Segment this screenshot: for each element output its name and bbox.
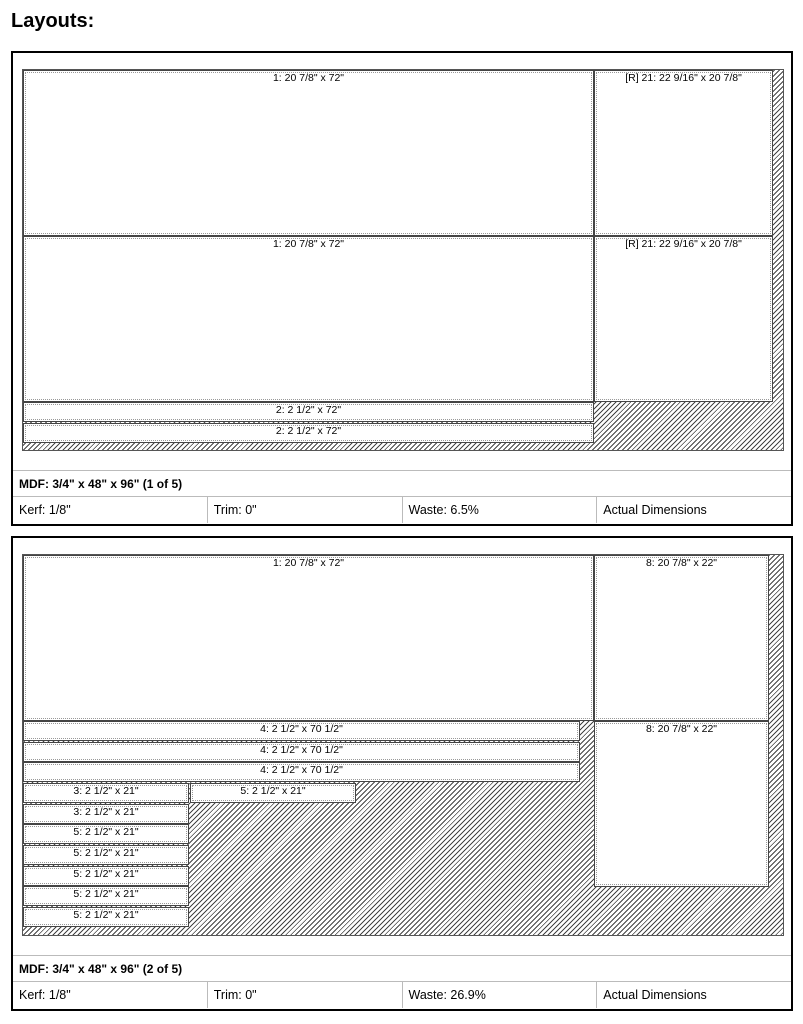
part-strip-5[interactable] <box>23 866 189 886</box>
part-label: 5: 2 1/2" x 21" <box>73 826 139 838</box>
part-label: 1: 20 7/8" x 72" <box>272 238 345 250</box>
part-label: [R] 21: 22 9/16" x 20 7/8" <box>625 72 742 84</box>
part-label: 4: 2 1/2" x 70 1/2" <box>260 764 343 776</box>
page-title: Layouts: <box>11 10 95 32</box>
part-label: 8: 20 7/8" x 22" <box>645 557 718 569</box>
part-panel-8[interactable] <box>594 721 769 887</box>
part-strip-5[interactable] <box>23 907 189 927</box>
part-strip-5[interactable] <box>190 783 356 803</box>
part-strip-4[interactable] <box>23 742 580 762</box>
part-label: 3: 2 1/2" x 21" <box>73 806 139 818</box>
part-panel-1[interactable] <box>23 236 594 402</box>
kerf-value: Kerf: 1/8" <box>13 982 208 1008</box>
part-label: [R] 21: 22 9/16" x 20 7/8" <box>625 238 742 250</box>
part-strip-5[interactable] <box>23 845 189 865</box>
part-panel-1[interactable] <box>23 555 594 721</box>
part-panel-21[interactable] <box>594 236 773 402</box>
part-label: 5: 2 1/2" x 21" <box>73 847 139 859</box>
cut-diagram-board <box>22 554 784 936</box>
part-label: 5: 2 1/2" x 21" <box>73 868 139 880</box>
waste-value: Waste: 6.5% <box>403 497 598 523</box>
part-label: 5: 2 1/2" x 21" <box>240 785 306 797</box>
part-strip-5[interactable] <box>23 886 189 906</box>
sheet-info-row <box>13 981 791 1008</box>
part-label: 4: 2 1/2" x 70 1/2" <box>260 723 343 735</box>
kerf-value: Kerf: 1/8" <box>13 497 208 523</box>
part-strip-3[interactable] <box>23 783 189 803</box>
trim-value: Trim: 0" <box>208 497 403 523</box>
part-panel-8[interactable] <box>594 555 769 721</box>
part-label: 2: 2 1/2" x 72" <box>275 425 342 437</box>
dimensions-mode: Actual Dimensions <box>603 988 707 1002</box>
part-label: 8: 20 7/8" x 22" <box>645 723 718 735</box>
part-label: 5: 2 1/2" x 21" <box>73 888 139 900</box>
sheet-layout-2 <box>11 536 793 1011</box>
part-strip-2[interactable] <box>23 402 594 422</box>
sheet-info-row <box>13 496 791 523</box>
part-panel-1[interactable] <box>23 70 594 236</box>
waste-value: Waste: 26.9% <box>403 982 598 1008</box>
part-strip-2[interactable] <box>23 423 594 443</box>
trim-value: Trim: 0" <box>208 982 403 1008</box>
sheet-title: MDF: 3/4" x 48" x 96" (1 of 5) <box>13 470 791 496</box>
part-strip-5[interactable] <box>23 824 189 844</box>
sheet-title: MDF: 3/4" x 48" x 96" (2 of 5) <box>13 955 791 981</box>
part-label: 1: 20 7/8" x 72" <box>272 557 345 569</box>
sheet-layout-1 <box>11 51 793 526</box>
part-label: 2: 2 1/2" x 72" <box>275 404 342 416</box>
part-strip-4[interactable] <box>23 762 580 782</box>
part-label: 5: 2 1/2" x 21" <box>73 909 139 921</box>
cut-diagram-board <box>22 69 784 451</box>
part-panel-21[interactable] <box>594 70 773 236</box>
dimensions-mode: Actual Dimensions <box>603 503 707 517</box>
part-strip-4[interactable] <box>23 721 580 741</box>
part-label: 4: 2 1/2" x 70 1/2" <box>260 744 343 756</box>
part-strip-3[interactable] <box>23 804 189 824</box>
part-label: 3: 2 1/2" x 21" <box>73 785 139 797</box>
part-label: 1: 20 7/8" x 72" <box>272 72 345 84</box>
